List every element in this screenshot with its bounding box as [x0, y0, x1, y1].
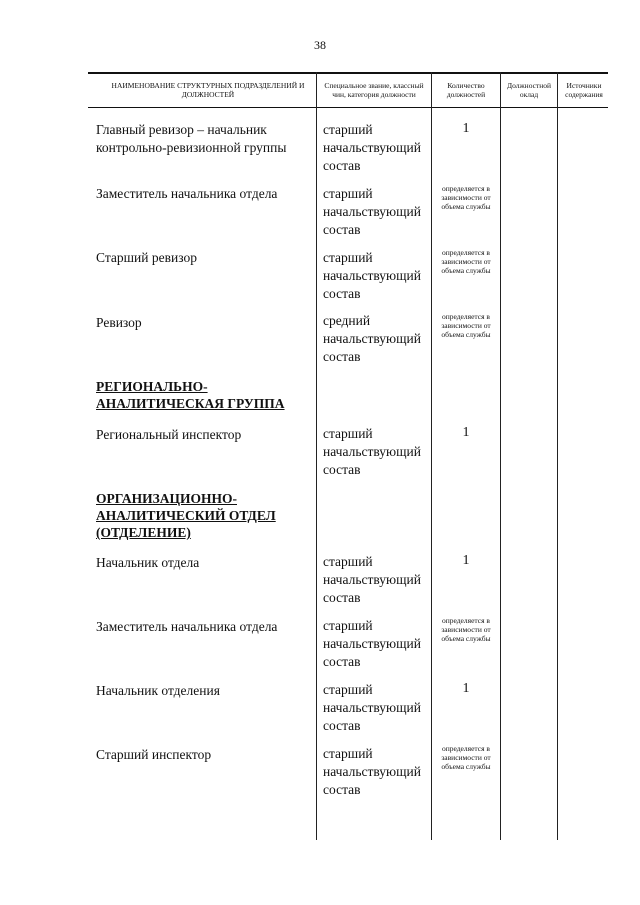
- header-bottom-rule: [88, 107, 608, 108]
- table-row-rank: старший начальствующий состав: [323, 250, 421, 301]
- table-row-rank: старший начальствующий состав: [323, 426, 421, 477]
- table-row-rank: старший начальствующий состав: [323, 186, 421, 237]
- page-number: 38: [314, 38, 326, 52]
- table-row-rank: старший начальствующий состав: [323, 554, 421, 605]
- header-salary: Должностной оклад: [506, 81, 552, 99]
- column-divider-3: [500, 72, 501, 840]
- column-divider-4: [557, 72, 558, 840]
- table-row-count: определяется в зависимости от объема службы: [441, 248, 491, 275]
- section-title: РЕГИОНАЛЬНО-АНАЛИТИЧЕСКАЯ ГРУППА: [96, 379, 285, 411]
- table-row-count: 1: [462, 121, 470, 136]
- table-row-count: 1: [462, 425, 470, 440]
- table-row-count: определяется в зависимости от объема службы: [441, 616, 491, 643]
- column-divider-2: [431, 72, 432, 840]
- table-row-name: Заместитель начальника отдела: [96, 186, 278, 201]
- table-row-count: 1: [462, 681, 470, 696]
- header-rank: Специальное звание, классный чин, категория должности: [324, 81, 424, 99]
- table-row-name: Начальник отделения: [96, 683, 220, 698]
- table-row-name: Главный ревизор – начальник контрольно-ревизионной группы: [96, 122, 287, 155]
- table-row-name: Заместитель начальника отдела: [96, 619, 278, 634]
- table-row-count: определяется в зависимости от объема службы: [441, 184, 491, 211]
- table-row-count: определяется в зависимости от объема службы: [441, 744, 491, 771]
- column-divider-1: [316, 72, 317, 840]
- section-title: ОРГАНИЗАЦИОННО-АНАЛИТИЧЕСКИЙ ОТДЕЛ (ОТДЕЛЕНИЕ): [96, 491, 276, 540]
- table-row-count: определяется в зависимости от объема службы: [441, 312, 491, 339]
- table-row-rank: старший начальствующий состав: [323, 746, 421, 797]
- table-row-name: Старший инспектор: [96, 747, 212, 762]
- header-count: Количество должностей: [446, 81, 486, 99]
- table-row-rank: старший начальствующий состав: [323, 122, 421, 173]
- table-row-name: Начальник отдела: [96, 555, 200, 570]
- table-row-name: Ревизор: [96, 315, 142, 330]
- header-name: НАИМЕНОВАНИЕ СТРУКТУРНЫХ ПОДРАЗДЕЛЕНИЙ И ДОЛЖНОСТЕЙ: [111, 81, 305, 99]
- table-row-rank: старший начальствующий состав: [323, 682, 421, 733]
- table-row-rank: средний начальствующий состав: [323, 313, 421, 364]
- table-row-rank: старший начальствующий состав: [323, 618, 421, 669]
- table-row-name: Старший ревизор: [96, 250, 197, 265]
- table-row-count: 1: [462, 553, 470, 568]
- header-sources: Источники содержания: [565, 81, 603, 99]
- table-row-name: Региональный инспектор: [96, 427, 242, 442]
